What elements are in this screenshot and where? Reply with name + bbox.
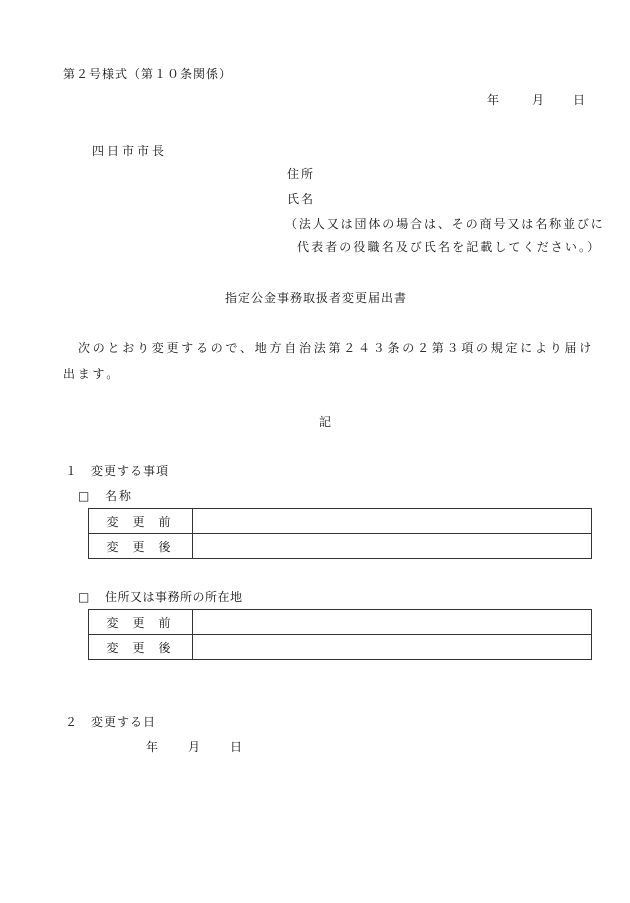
applicant-note-line2: 代表者の役職名及び氏名を記載してください。） [297, 240, 602, 254]
after-change-label: 変更後 [89, 534, 193, 559]
before-change-label: 変更前 [89, 610, 193, 635]
before-change-label: 変更前 [89, 509, 193, 534]
form-number: 第２号様式（第１０条関係） [63, 67, 233, 81]
applicant-note-line1: （法人又は団体の場合は、その商号又は名称並びに [285, 217, 605, 231]
name-change-checkbox[interactable]: □ [78, 489, 90, 503]
body-line2: 出ます。 [63, 367, 122, 381]
change-date-year-label: 年 [146, 740, 159, 754]
address-before-field[interactable] [193, 610, 592, 635]
section1-number: １ [65, 464, 78, 478]
date-day-label: 日 [573, 93, 586, 107]
table-row [89, 635, 592, 660]
address-change-table [88, 609, 592, 660]
date-month-label: 月 [532, 93, 545, 107]
address-change-label: 住所又は事務所の所在地 [105, 590, 243, 604]
body-line1: 次のとおり変更するので、地方自治法第２４３条の２第３項の規定により届け [78, 341, 595, 355]
table-row [89, 534, 592, 559]
name-after-field[interactable] [193, 534, 592, 559]
name-before-field[interactable] [193, 509, 592, 534]
name-change-label: 名称 [105, 489, 134, 503]
change-date-day-label: 日 [230, 740, 243, 754]
section2-heading: 変更する日 [91, 715, 157, 729]
section1-heading: 変更する事項 [91, 464, 170, 478]
table-row [89, 610, 592, 635]
address-change-checkbox[interactable]: □ [78, 590, 90, 604]
date-year-label: 年 [487, 93, 500, 107]
document-title: 指定公金事務取扱者変更届出書 [225, 291, 408, 305]
address-after-field[interactable] [193, 635, 592, 660]
section2-number: ２ [65, 715, 78, 729]
address-label: 住所 [287, 167, 316, 181]
change-date-month-label: 月 [188, 740, 201, 754]
addressee: 四日市市長 [92, 144, 168, 158]
after-change-label: 変更後 [89, 635, 193, 660]
ki-heading: 記 [319, 415, 332, 429]
table-row [89, 509, 592, 534]
name-change-table [88, 508, 592, 559]
name-label: 氏名 [287, 192, 316, 206]
